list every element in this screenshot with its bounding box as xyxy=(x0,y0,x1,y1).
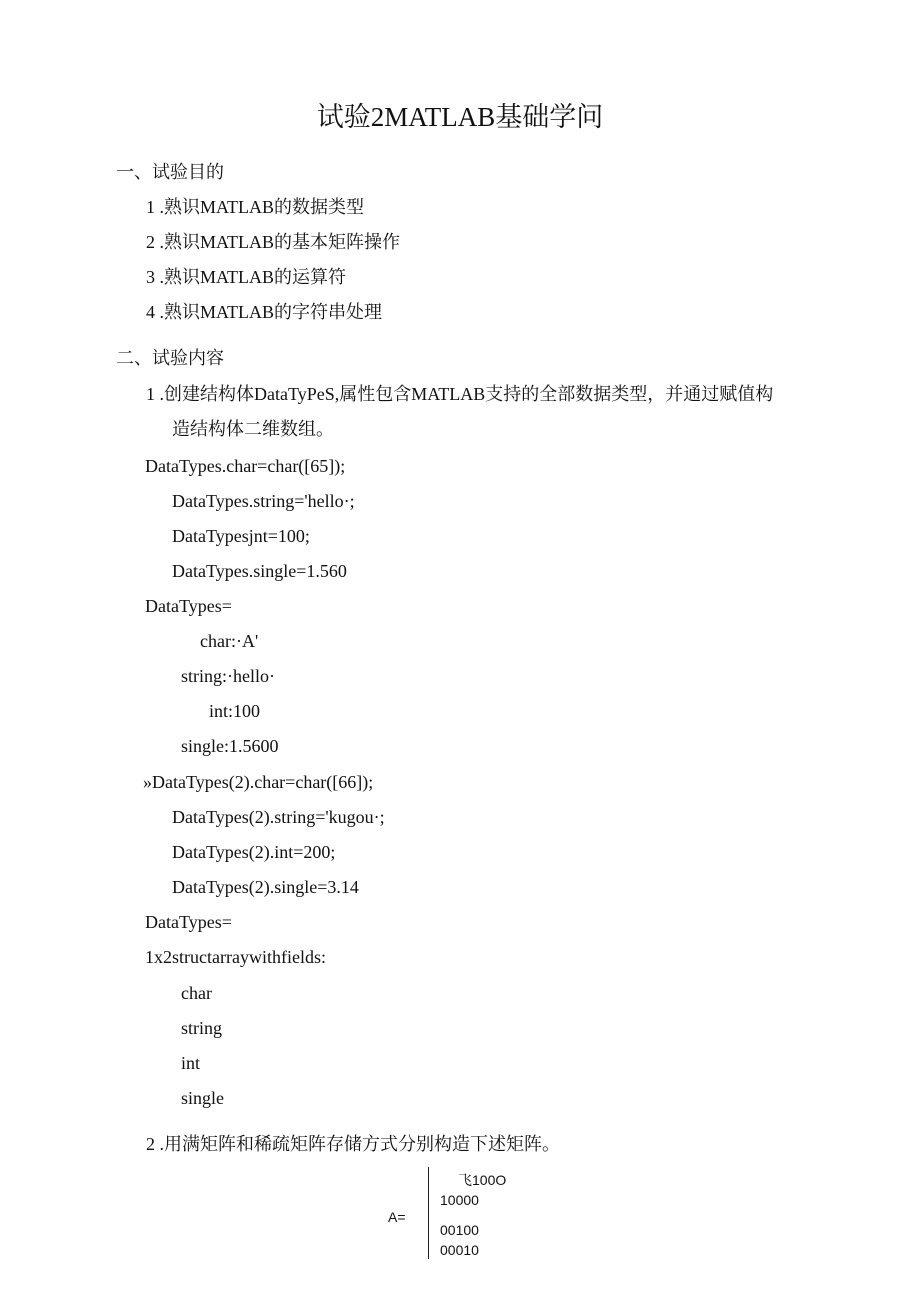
task-1-text-cont: 造结构体二维数组。 xyxy=(172,419,334,439)
matrix-row: 飞100O xyxy=(458,1172,507,1188)
section-1-heading: 一、试验目的 xyxy=(116,162,224,182)
task-2-text: 2 .用满矩阵和稀疏矩阵存储方式分别构造下述矩阵。 xyxy=(146,1134,560,1154)
code-line: DataTypes= xyxy=(145,912,232,932)
code-line: int xyxy=(181,1053,201,1073)
objective-item-2: 2 .熟识MATLAB的基本矩阵操作 xyxy=(146,232,401,252)
code-line: »DataTypes(2).char=char([66]); xyxy=(143,772,374,792)
section-2-heading: 二、试验内容 xyxy=(116,348,224,368)
matrix-row: 10000 xyxy=(440,1192,479,1208)
code-line: DataTypes.string='hello·; xyxy=(172,491,355,511)
code-line: DataTypesjnt=100; xyxy=(172,526,310,546)
code-line: char xyxy=(181,983,212,1003)
code-line: DataTypes= xyxy=(145,596,232,616)
matrix-row: 00010 xyxy=(440,1242,479,1258)
code-line: DataTypes.single=1.560 xyxy=(172,561,347,581)
objective-item-4: 4 .熟识MATLAB的字符串处理 xyxy=(146,302,383,322)
code-line: 1x2structarraywithfields: xyxy=(145,947,326,967)
code-line: single xyxy=(181,1088,224,1108)
objective-item-3: 3 .熟识MATLAB的运算符 xyxy=(146,267,347,287)
code-line: DataTypes(2).single=3.14 xyxy=(172,877,359,897)
code-line: DataTypes(2).string='kugou·; xyxy=(172,807,385,827)
page-title: 试验2MATLAB基础学问 xyxy=(316,102,604,132)
matrix-row: 00100 xyxy=(440,1222,479,1238)
code-line: DataTypes(2).int=200; xyxy=(172,842,336,862)
code-line: char:·A' xyxy=(200,631,259,651)
code-line: DataTypes.char=char([65]); xyxy=(145,456,346,476)
code-line: single:1.5600 xyxy=(181,736,279,756)
code-line: int:100 xyxy=(209,701,261,721)
matrix-label: A= xyxy=(388,1209,406,1225)
objective-item-1: 1 .熟识MATLAB的数据类型 xyxy=(146,197,365,217)
code-line: string xyxy=(181,1018,223,1038)
code-line: string:·hello· xyxy=(181,666,275,686)
matrix-bracket xyxy=(428,1167,429,1259)
task-1-text: 1 .创建结构体DataTyPeS,属性包含MATLAB支持的全部数据类型，并通过赋值构 xyxy=(146,384,774,404)
